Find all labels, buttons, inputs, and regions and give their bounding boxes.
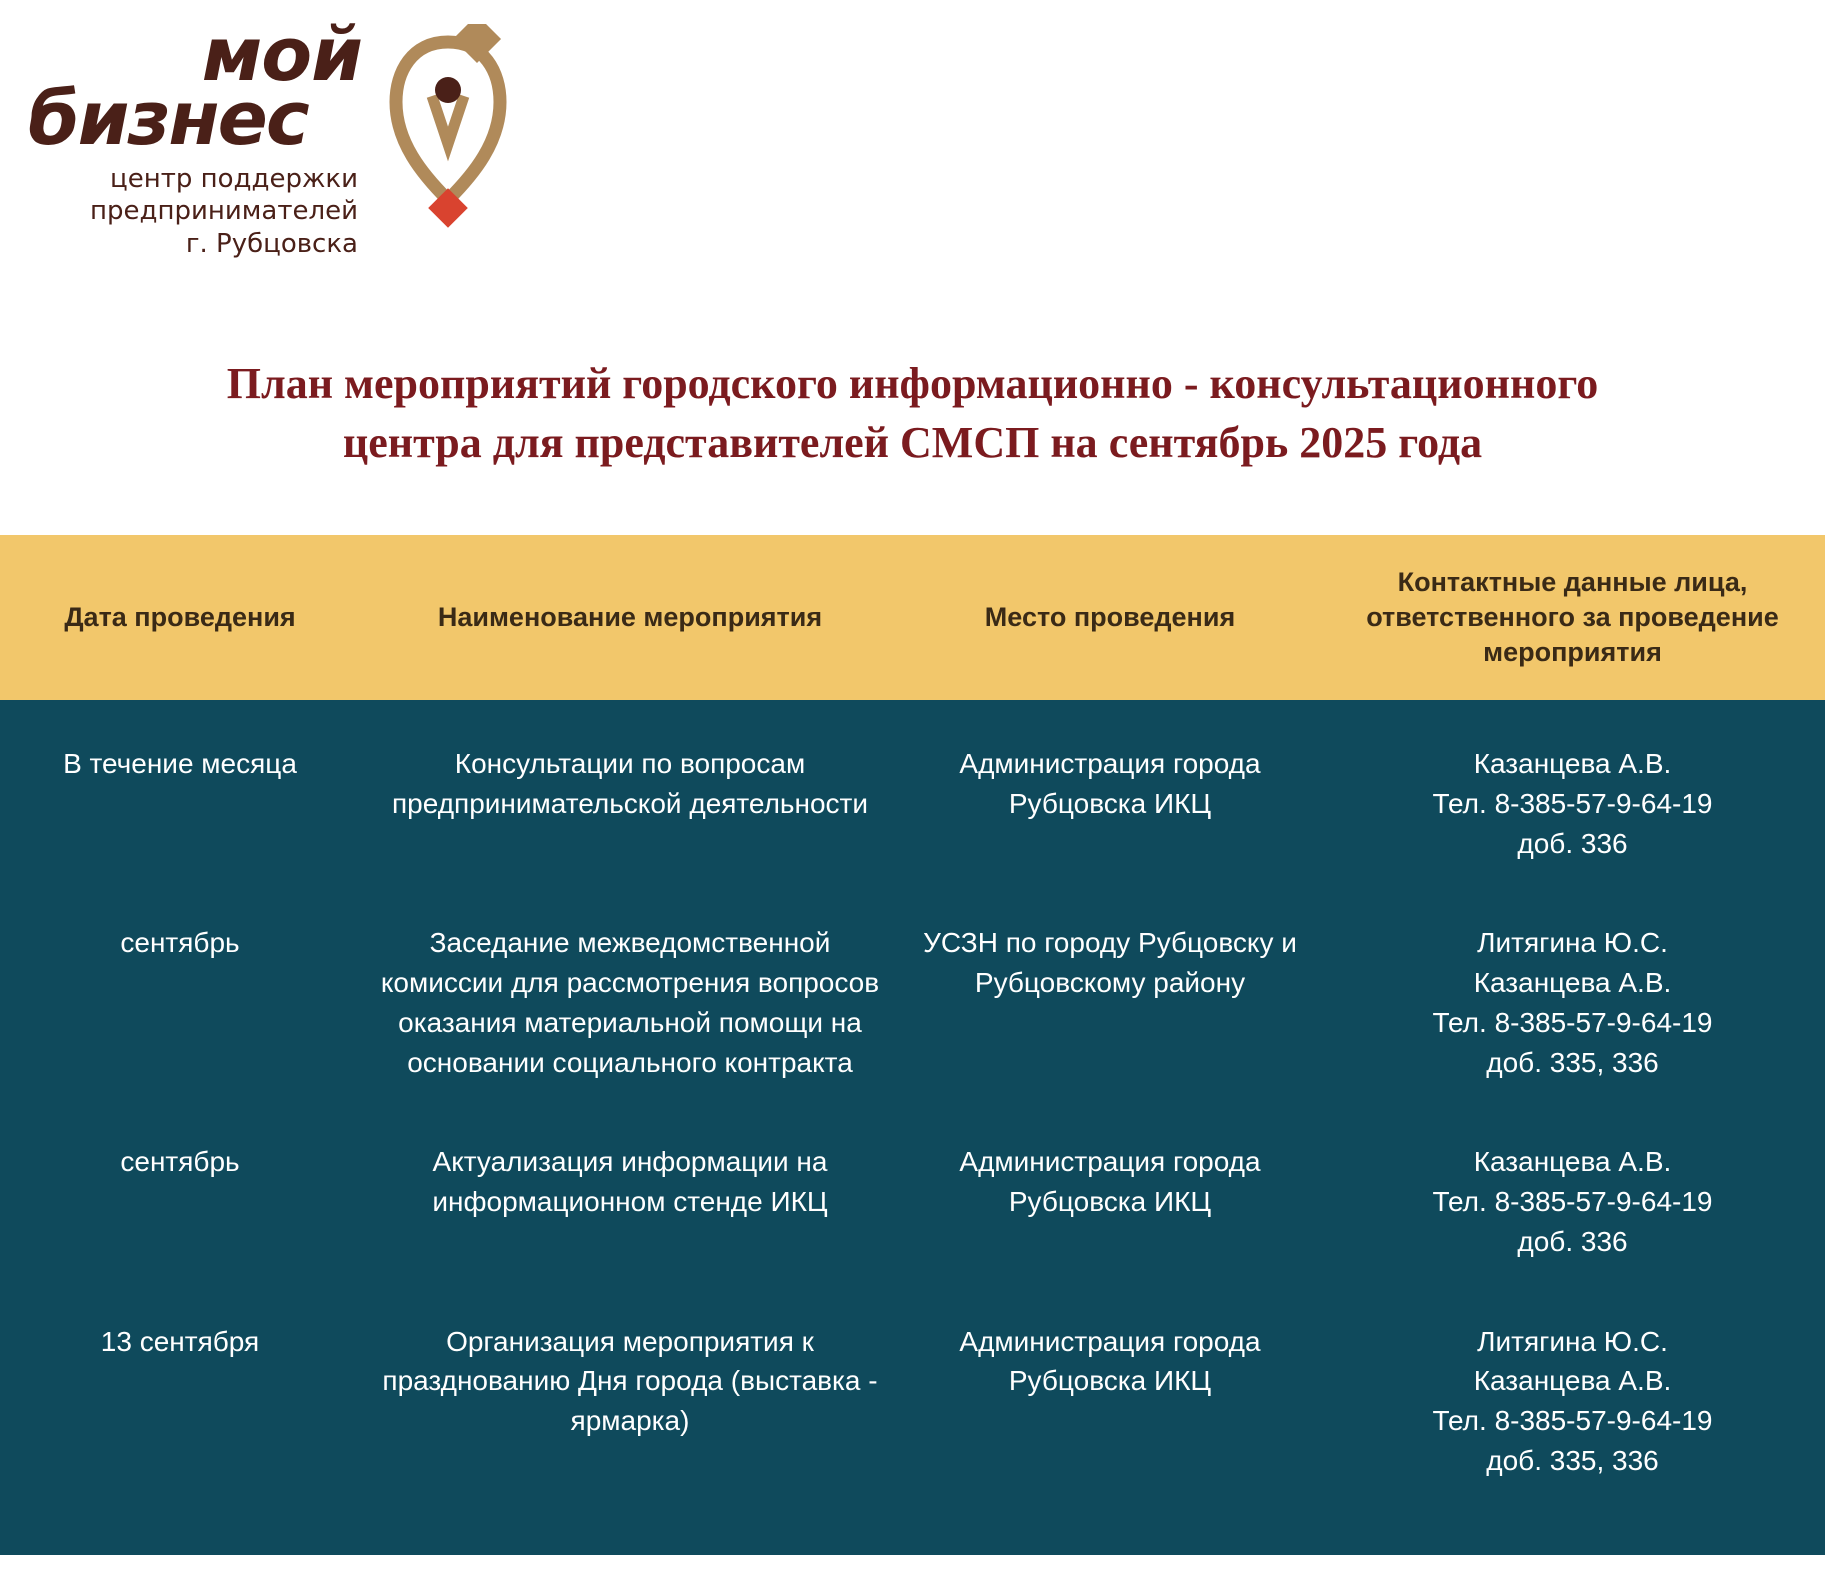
table-row <box>0 718 1825 897</box>
table-row <box>0 1296 1825 1515</box>
cell-date: сентябрь <box>120 927 240 959</box>
cell-place: Администрация города Рубцовска ИКЦ <box>959 1325 1261 1397</box>
logo-subtitle <box>28 163 358 261</box>
map-pin-icon <box>388 24 508 234</box>
cell-place: Администрация города Рубцовска ИКЦ <box>959 748 1261 819</box>
cell-place: УСЗН по городу Рубцовску и Рубцовскому району <box>923 927 1297 998</box>
logo-subtitle-line3: г. Рубцовска <box>185 228 358 259</box>
title-line-2-prefix: центра для представителей СМСП на <box>342 417 1109 467</box>
title-line-2-accent: сентябрь 2025 года <box>1108 417 1483 467</box>
table-header-row <box>0 535 1825 700</box>
logo-subtitle-line1: центр поддержки <box>110 163 358 194</box>
cell-event: Консультации по вопросам предпринимательской деятельности <box>392 748 868 819</box>
column-header-event: Наименование мероприятия <box>437 601 823 632</box>
title-line-1: План мероприятий городского информационно - консультационного <box>226 359 1599 408</box>
cell-contact: Казанцева А.В. Тел. 8-385-57-9-64-19 доб. 336 <box>1432 1146 1713 1257</box>
table-row <box>0 1116 1825 1295</box>
cell-event: Заседание межведомственной комиссии для рассмотрения вопросов оказания материальной помощи на основании социального контракта <box>380 927 880 1078</box>
logo-word-bottom: бизнес <box>28 76 308 163</box>
table-body <box>0 700 1825 1555</box>
brand-logo <box>28 14 548 304</box>
cell-date: сентябрь <box>120 1146 240 1178</box>
cell-event: Организация мероприятия к празднованию Дня города (выставка - ярмарка) <box>382 1325 878 1436</box>
cell-contact: Литягина Ю.С. Казанцева А.В. Тел. 8-385-57-9-64-19 доб. 335, 336 <box>1432 927 1713 1078</box>
logo-wordmark <box>28 12 368 260</box>
cell-contact: Литягина Ю.С. Казанцева А.В. Тел. 8-385-57-9-64-19 доб. 335, 336 <box>1432 1325 1713 1476</box>
logo-word-top: мой <box>201 12 362 98</box>
cell-contact: Казанцева А.В. Тел. 8-385-57-9-64-19 доб. 336 <box>1432 748 1713 859</box>
logo-subtitle-line2: предпринимателей <box>90 196 358 227</box>
cell-date: В течение месяца <box>63 748 297 779</box>
column-header-date: Дата проведения <box>64 601 296 632</box>
cell-event: Актуализация информации на информационном стенде ИКЦ <box>432 1146 828 1217</box>
page-title <box>60 355 1765 473</box>
cell-date: 13 сентября <box>100 1325 260 1357</box>
column-header-contact: Контактные данные лица, ответственного за проведение мероприятия <box>1366 566 1779 668</box>
events-table <box>0 535 1825 1555</box>
table-row <box>0 897 1825 1116</box>
cell-place: Администрация города Рубцовска ИКЦ <box>959 1146 1261 1217</box>
column-header-place: Место проведения <box>984 601 1236 632</box>
